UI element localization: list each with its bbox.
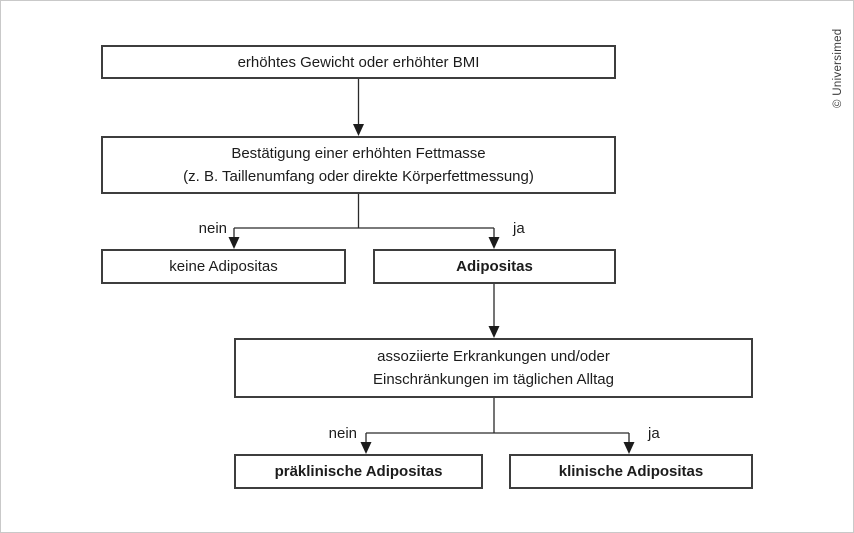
node-fat-mass-confirmation [101, 136, 616, 194]
branch1-label-ja [513, 220, 525, 238]
branch1-label-nein [141, 220, 227, 238]
arrowhead-klinische [624, 442, 635, 454]
arrowhead-box5 [489, 326, 500, 338]
node-klinische-adipositas [509, 454, 753, 489]
node-fat-mass-line1: Bestätigung einer erhöhten Fettmasse [231, 145, 486, 162]
copyright-credit: © Universimed [832, 28, 844, 108]
branch2-label-ja [648, 425, 660, 443]
branch1-label-nein-text: nein [198, 220, 227, 237]
node-associated-conditions [234, 338, 753, 398]
node-weight-bmi [101, 45, 616, 79]
node-keine-adipositas-label: keine Adipositas [169, 258, 278, 275]
node-klinische-adipositas-label: klinische Adipositas [558, 463, 704, 480]
node-adipositas [373, 249, 616, 284]
arrowhead-keine-adipositas [229, 237, 240, 249]
branch2-label-ja-text: ja [648, 425, 660, 442]
node-weight-bmi-label: erhöhtes Gewicht oder erhöhter BMI [237, 53, 480, 71]
node-adipositas-label: Adipositas [456, 258, 533, 275]
node-keine-adipositas [101, 249, 346, 284]
branch2-label-nein-text: nein [328, 425, 357, 442]
node-fat-mass-line2: (z. B. Taillenumfang oder direkte Körperfettmessung) [183, 168, 534, 185]
node-praeklinische-adipositas-label: präklinische Adipositas [274, 463, 443, 480]
arrowhead-praeklinische [361, 442, 372, 454]
node-associated-line1: assoziierte Erkrankungen und/oder [377, 348, 610, 365]
node-associated-line2: Einschränkungen im täglichen Alltag [373, 371, 614, 388]
node-praeklinische-adipositas [234, 454, 483, 489]
branch1-label-ja-text: ja [513, 220, 525, 237]
branch2-label-nein [271, 425, 357, 443]
arrowhead-adipositas [489, 237, 500, 249]
arrowhead-box2 [353, 124, 364, 136]
